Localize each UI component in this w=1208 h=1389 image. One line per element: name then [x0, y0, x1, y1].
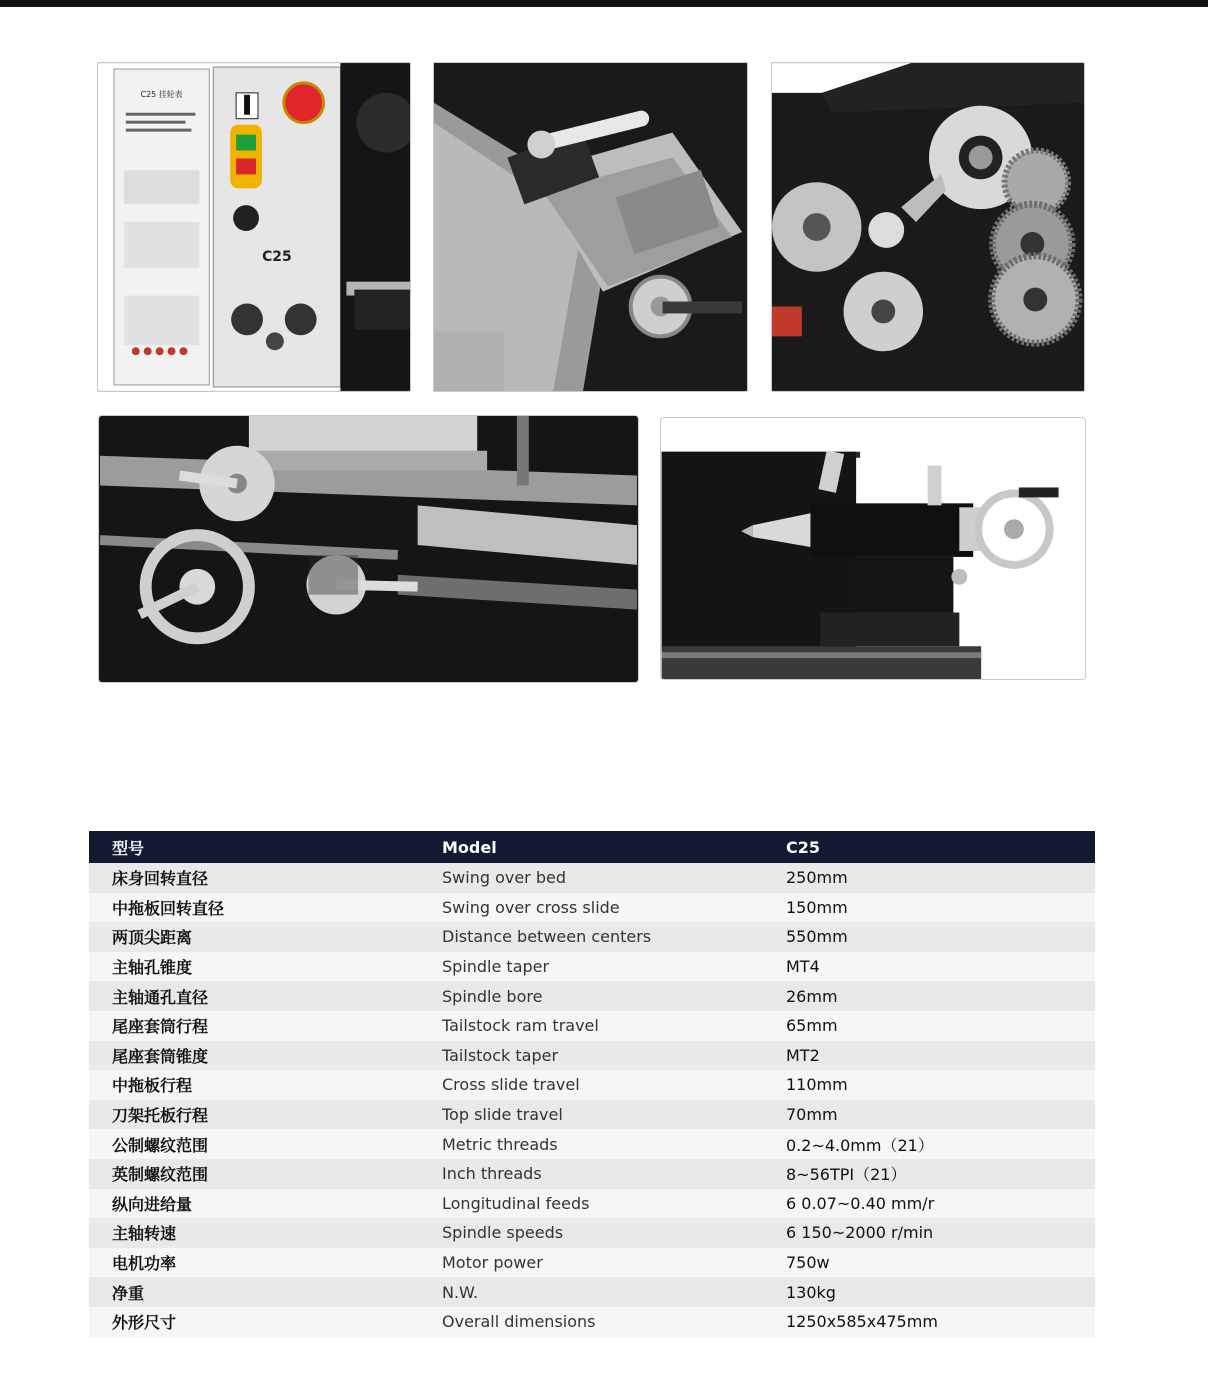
- table-row: [89, 1277, 1095, 1307]
- table-row: [89, 1100, 1095, 1130]
- control-panel-photo: [97, 62, 411, 392]
- spec-name-en: Cross slide travel: [419, 1070, 763, 1100]
- spec-value: 65mm: [763, 1011, 1095, 1041]
- table-row: [89, 1248, 1095, 1278]
- spec-name-zh: 中拖板回转直径: [89, 893, 419, 923]
- spec-value: 8~56TPI（21）: [763, 1159, 1095, 1189]
- spec-name-en: Spindle speeds: [419, 1218, 763, 1248]
- spec-name-zh: 主轴孔锥度: [89, 952, 419, 982]
- table-row: [89, 1307, 1095, 1337]
- tool-post-photo: [433, 62, 748, 392]
- spec-name-zh: 两顶尖距离: [89, 922, 419, 952]
- spec-name-zh: 外形尺寸: [89, 1307, 419, 1337]
- table-row: [89, 893, 1095, 923]
- table-row: [89, 863, 1095, 893]
- spec-name-en: Swing over bed: [419, 863, 763, 893]
- spec-name-en: Overall dimensions: [419, 1307, 763, 1337]
- tool-post-image: [434, 63, 747, 391]
- gear-train-photo: [771, 62, 1085, 392]
- spec-value: 550mm: [763, 922, 1095, 952]
- table-row: [89, 1218, 1095, 1248]
- table-row: [89, 922, 1095, 952]
- spec-name-en: Spindle bore: [419, 981, 763, 1011]
- spec-name-en: Tailstock ram travel: [419, 1011, 763, 1041]
- spec-name-zh: 主轴转速: [89, 1218, 419, 1248]
- spec-name-zh: 床身回转直径: [89, 863, 419, 893]
- panel-title: C25 挂轮表: [140, 89, 183, 99]
- header-model-value: C25: [763, 831, 1095, 863]
- spec-value: 150mm: [763, 893, 1095, 923]
- spec-name-en: Inch threads: [419, 1159, 763, 1189]
- table-row: [89, 1129, 1095, 1159]
- spec-name-en: N.W.: [419, 1277, 763, 1307]
- spec-name-en: Spindle taper: [419, 952, 763, 982]
- spec-name-zh: 公制螺纹范围: [89, 1129, 419, 1159]
- spec-value: 110mm: [763, 1070, 1095, 1100]
- spec-value: 6 0.07~0.40 mm/r: [763, 1189, 1095, 1219]
- carriage-handwheels-photo: [98, 415, 639, 683]
- spec-name-zh: 电机功率: [89, 1248, 419, 1278]
- tailstock-image: [661, 418, 1085, 679]
- spec-name-en: Swing over cross slide: [419, 893, 763, 923]
- header-model-en: Model: [419, 831, 763, 863]
- spec-name-zh: 主轴通孔直径: [89, 981, 419, 1011]
- top-bar: [0, 0, 1208, 7]
- spec-name-en: Motor power: [419, 1248, 763, 1278]
- gear-train-image: [772, 63, 1084, 391]
- control-panel-image: [98, 63, 410, 391]
- spec-name-en: Distance between centers: [419, 922, 763, 952]
- spec-value: 750w: [763, 1248, 1095, 1278]
- table-row: [89, 1070, 1095, 1100]
- spec-value: MT4: [763, 952, 1095, 982]
- spec-value: 1250x585x475mm: [763, 1307, 1095, 1337]
- carriage-handwheels-image: [99, 416, 638, 682]
- spec-name-zh: 刀架托板行程: [89, 1100, 419, 1130]
- spec-name-zh: 净重: [89, 1277, 419, 1307]
- spec-value: 130kg: [763, 1277, 1095, 1307]
- spec-table: [89, 831, 1095, 1337]
- spec-name-en: Metric threads: [419, 1129, 763, 1159]
- table-row: [89, 1041, 1095, 1071]
- spec-name-zh: 中拖板行程: [89, 1070, 419, 1100]
- spec-name-zh: 英制螺纹范围: [89, 1159, 419, 1189]
- spec-value: 26mm: [763, 981, 1095, 1011]
- table-row: [89, 952, 1095, 982]
- spec-name-en: Tailstock taper: [419, 1041, 763, 1071]
- spec-value: 250mm: [763, 863, 1095, 893]
- table-row: [89, 1011, 1095, 1041]
- panel-brand: C25: [262, 248, 292, 265]
- spec-name-en: Longitudinal feeds: [419, 1189, 763, 1219]
- spec-name-zh: 尾座套筒行程: [89, 1011, 419, 1041]
- spec-value: 6 150~2000 r/min: [763, 1218, 1095, 1248]
- spec-header-row: [89, 831, 1095, 863]
- spec-name-zh: 尾座套筒锥度: [89, 1041, 419, 1071]
- spec-name-zh: 纵向进给量: [89, 1189, 419, 1219]
- table-row: [89, 1189, 1095, 1219]
- spec-name-en: Top slide travel: [419, 1100, 763, 1130]
- header-model-zh: 型号: [89, 831, 419, 863]
- table-row: [89, 1159, 1095, 1189]
- table-row: [89, 981, 1095, 1011]
- spec-value: 0.2~4.0mm（21）: [763, 1129, 1095, 1159]
- spec-value: MT2: [763, 1041, 1095, 1071]
- tailstock-photo: [660, 417, 1086, 680]
- spec-value: 70mm: [763, 1100, 1095, 1130]
